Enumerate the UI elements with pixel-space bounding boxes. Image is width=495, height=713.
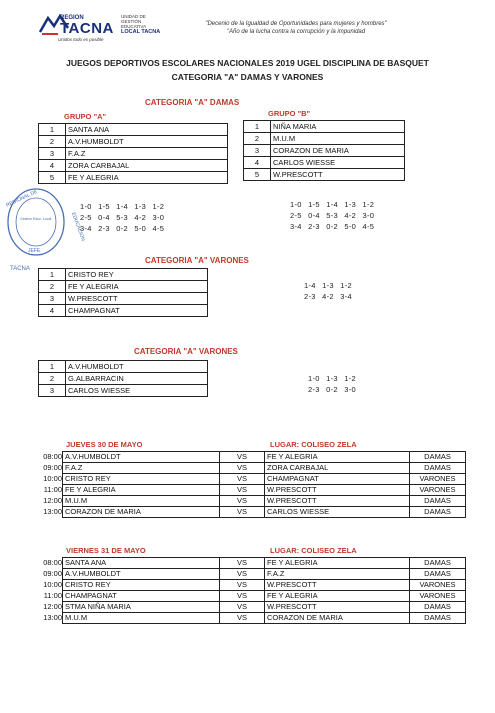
team-name: CARLOS WIESSE xyxy=(66,385,208,397)
vs-label: VS xyxy=(220,580,265,591)
logo-slogan: Unidos todo es posible xyxy=(58,37,104,42)
team-name: W.PRESCOTT xyxy=(271,169,405,181)
away-team: ZORA CARBAJAL xyxy=(265,463,410,474)
viernes-schedule-table xyxy=(38,557,466,624)
table-row xyxy=(244,133,405,145)
grupo-b-title: GRUPO "B" xyxy=(268,109,311,118)
table-row xyxy=(38,569,466,580)
grupo-a-fixtures xyxy=(80,201,164,234)
table-row xyxy=(38,507,466,518)
table-row xyxy=(38,580,466,591)
table-row xyxy=(39,124,228,136)
match-time: 13:00 xyxy=(43,613,62,622)
row-number: 4 xyxy=(244,157,271,169)
row-number: 4 xyxy=(39,305,66,317)
table-row xyxy=(38,602,466,613)
row-number: 1 xyxy=(39,269,66,281)
table-row xyxy=(38,558,466,569)
away-team: FE Y ALEGRIA xyxy=(265,591,410,602)
table-row xyxy=(38,474,466,485)
team-name: FE Y ALEGRIA xyxy=(66,172,228,184)
vs-label: VS xyxy=(220,496,265,507)
damas-category-title: CATEGORIA "A" DAMAS xyxy=(145,98,240,107)
vs-label: VS xyxy=(220,463,265,474)
home-team: FE Y ALEGRIA xyxy=(63,485,220,496)
match-category: DAMAS xyxy=(410,602,466,613)
team-name: F.A.Z xyxy=(66,148,228,160)
decenio-line-2: "Año de la lucha contra la corrupción y la impunidad xyxy=(226,29,366,35)
fixture-line: 2-5 0-4 5-3 4-2 3-0 xyxy=(80,213,165,222)
vs-label: VS xyxy=(220,569,265,580)
fixture-line: 3-4 2-3 0-2 5-0 4-5 xyxy=(80,224,165,233)
row-number: 5 xyxy=(244,169,271,181)
official-stamp-icon xyxy=(5,186,86,272)
viernes-day-title: VIERNES 31 DE MAYO xyxy=(66,546,146,555)
home-team: F.A.Z xyxy=(63,463,220,474)
stamp-city-text: TACNA xyxy=(10,266,30,272)
away-team: FE Y ALEGRIA xyxy=(265,558,410,569)
ugel-name: LOCAL TACNA xyxy=(121,29,161,35)
table-row xyxy=(244,169,405,181)
table-row xyxy=(244,145,405,157)
home-team: SANTA ANA xyxy=(63,558,220,569)
fixture-line: 2-3 0-2 3-0 xyxy=(308,385,356,394)
table-row xyxy=(38,613,466,624)
team-name: NIÑA MARIA xyxy=(271,121,405,133)
match-category: DAMAS xyxy=(410,463,466,474)
ugel-line: GESTIÓN xyxy=(121,19,142,24)
match-time: 09:00 xyxy=(43,569,62,578)
table-row xyxy=(38,485,466,496)
table-row xyxy=(38,496,466,507)
table-row xyxy=(38,463,466,474)
varones-2-fixtures xyxy=(308,373,356,395)
away-team: F.A.Z xyxy=(265,569,410,580)
home-team: CRISTO REY xyxy=(63,580,220,591)
row-number: 1 xyxy=(244,121,271,133)
document-title: JUEGOS DEPORTIVOS ESCOLARES NACIONALES 2019 UGEL DISCIPLINA DE BASQUET xyxy=(66,58,429,68)
table-row xyxy=(39,361,208,373)
away-team: W.PRESCOTT xyxy=(265,496,410,507)
table-row xyxy=(39,293,208,305)
table-row xyxy=(39,305,208,317)
row-number: 2 xyxy=(244,133,271,145)
home-team: CORAZON DE MARIA xyxy=(63,507,220,518)
varones-2-table xyxy=(38,360,208,397)
match-time: 12:00 xyxy=(43,602,62,611)
varones-2-category-title: CATEGORIA "A" VARONES xyxy=(134,347,238,356)
away-team: CARLOS WIESSE xyxy=(265,507,410,518)
team-name: CARLOS WIESSE xyxy=(271,157,405,169)
home-team: M.U.M xyxy=(63,613,220,624)
team-name: CRISTO REY xyxy=(66,269,208,281)
jueves-schedule-table xyxy=(38,451,466,518)
varones-1-fixtures xyxy=(304,280,352,302)
stamp-top-text: REGIONAL DE xyxy=(5,188,39,209)
row-number: 3 xyxy=(244,145,271,157)
team-name: A.V.HUMBOLDT xyxy=(66,361,208,373)
fixture-line: 1-0 1-5 1-4 1-3 1-2 xyxy=(290,200,375,209)
row-number: 3 xyxy=(39,385,66,397)
stamp-center-text: Gestión Educ. Local xyxy=(20,217,52,221)
vs-label: VS xyxy=(220,558,265,569)
home-team: CHAMPAGNAT xyxy=(63,591,220,602)
match-time: 10:00 xyxy=(43,474,62,483)
viernes-venue: LUGAR: COLISEO ZELA xyxy=(270,546,357,555)
away-team: CORAZON DE MARIA xyxy=(265,613,410,624)
row-number: 2 xyxy=(39,136,66,148)
jueves-venue: LUGAR: COLISEO ZELA xyxy=(270,440,357,449)
fixture-line: 3-4 2-3 0-2 5-0 4-5 xyxy=(290,222,375,231)
row-number: 1 xyxy=(39,361,66,373)
team-name: W.PRESCOTT xyxy=(66,293,208,305)
stamp-bottom-text: JEFE xyxy=(28,248,41,254)
table-row xyxy=(39,160,228,172)
stamp-right-text: EDUCACION xyxy=(70,211,86,242)
fixture-line: 2-5 0-4 5-3 4-2 3-0 xyxy=(290,211,375,220)
match-time: 11:00 xyxy=(43,591,62,600)
grupo-a-title: GRUPO "A" xyxy=(64,112,107,121)
match-category: VARONES xyxy=(410,474,466,485)
varones-1-category-title: CATEGORIA "A" VARONES xyxy=(145,256,249,265)
table-row xyxy=(244,157,405,169)
match-category: DAMAS xyxy=(410,452,466,463)
match-category: DAMAS xyxy=(410,496,466,507)
table-row xyxy=(38,591,466,602)
match-category: DAMAS xyxy=(410,569,466,580)
match-category: VARONES xyxy=(410,591,466,602)
match-category: VARONES xyxy=(410,485,466,496)
logo-tacna-text: TACNA xyxy=(60,20,114,37)
row-number: 2 xyxy=(39,281,66,293)
match-time: 09:00 xyxy=(43,463,62,472)
vs-label: VS xyxy=(220,485,265,496)
away-team: W.PRESCOTT xyxy=(265,485,410,496)
match-time: 08:00 xyxy=(43,452,62,461)
home-team: A.V.HUMBOLDT xyxy=(63,569,220,580)
document-subtitle: CATEGORIA "A" DAMAS Y VARONES xyxy=(171,72,324,82)
match-category: DAMAS xyxy=(410,613,466,624)
table-row xyxy=(39,281,208,293)
table-row xyxy=(39,172,228,184)
match-time: 08:00 xyxy=(43,558,62,567)
vs-label: VS xyxy=(220,474,265,485)
away-team: FE Y ALEGRIA xyxy=(265,452,410,463)
match-time: 11:00 xyxy=(43,485,62,494)
table-row xyxy=(39,385,208,397)
row-number: 3 xyxy=(39,293,66,305)
team-name: CORAZON DE MARIA xyxy=(271,145,405,157)
varones-1-table xyxy=(38,268,208,317)
home-team: STMA NIÑA MARIA xyxy=(63,602,220,613)
vs-label: VS xyxy=(220,591,265,602)
fixture-line: 1-0 1-3 1-2 xyxy=(308,374,356,383)
match-category: VARONES xyxy=(410,580,466,591)
row-number: 1 xyxy=(39,124,66,136)
table-row xyxy=(39,136,228,148)
fixture-line: 2-3 4-2 3-4 xyxy=(304,292,352,301)
away-team: W.PRESCOTT xyxy=(265,580,410,591)
match-time: 13:00 xyxy=(43,507,62,516)
decenio-line-1: "Decenio de la Igualdad de Oportunidades para mujeres y hombres" xyxy=(205,21,387,27)
fixture-line: 1-4 1-3 1-2 xyxy=(304,281,352,290)
grupo-a-table xyxy=(38,123,228,184)
row-number: 3 xyxy=(39,148,66,160)
ugel-label xyxy=(121,14,166,35)
row-number: 2 xyxy=(39,373,66,385)
table-row xyxy=(39,269,208,281)
team-name: A.V.HUMBOLDT xyxy=(66,136,228,148)
grupo-b-fixtures xyxy=(290,199,374,232)
grupo-b-table xyxy=(243,120,405,181)
vs-label: VS xyxy=(220,452,265,463)
vs-label: VS xyxy=(220,613,265,624)
home-team: CRISTO REY xyxy=(63,474,220,485)
vs-label: VS xyxy=(220,507,265,518)
table-row xyxy=(38,452,466,463)
fixture-line: 1-0 1-5 1-4 1-3 1-2 xyxy=(80,202,165,211)
team-name: CHAMPAGNAT xyxy=(66,305,208,317)
team-name: M.U.M xyxy=(271,133,405,145)
match-category: DAMAS xyxy=(410,558,466,569)
away-team: W.PRESCOTT xyxy=(265,602,410,613)
table-row xyxy=(39,148,228,160)
home-team: A.V.HUMBOLDT xyxy=(63,452,220,463)
match-time: 12:00 xyxy=(43,496,62,505)
team-name: SANTA ANA xyxy=(66,124,228,136)
row-number: 4 xyxy=(39,160,66,172)
table-row xyxy=(39,373,208,385)
home-team: M.U.M xyxy=(63,496,220,507)
team-name: ZORA CARBAJAL xyxy=(66,160,228,172)
away-team: CHAMPAGNAT xyxy=(265,474,410,485)
jueves-day-title: JUEVES 30 DE MAYO xyxy=(66,440,143,449)
ugel-line: UNIDAD DE xyxy=(121,14,146,19)
team-name: G.ALBARRACIN xyxy=(66,373,208,385)
row-number: 5 xyxy=(39,172,66,184)
logo-region-text: REGION xyxy=(60,15,84,21)
match-time: 10:00 xyxy=(43,580,62,589)
team-name: FE Y ALEGRIA xyxy=(66,281,208,293)
vs-label: VS xyxy=(220,602,265,613)
table-row xyxy=(244,121,405,133)
decenio-text xyxy=(196,20,396,36)
ugel-line: EDUCATIVA xyxy=(121,24,147,29)
match-category: DAMAS xyxy=(410,507,466,518)
